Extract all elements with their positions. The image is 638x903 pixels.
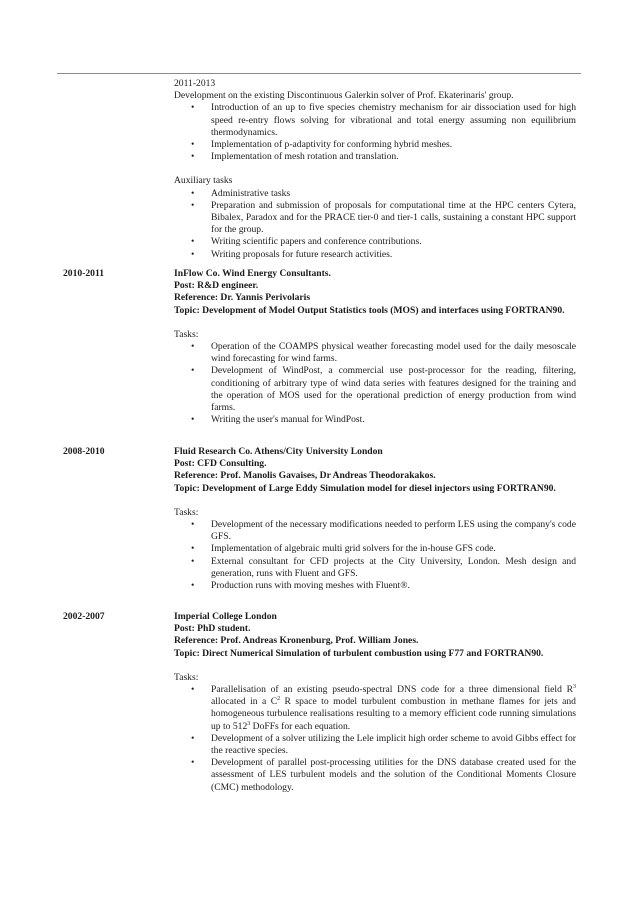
list-item: • Development of WindPost, a commercial use post-processor for the reading, filtering, conditioning of arbitrary type of wind data series with features designed for the training and the operation of MOS used for the operational prediction of energy production from wind farms. — [191, 365, 576, 414]
intro-description: Development on the existing Discontinuous Galerkin solver of Prof. Ekaterinaris' group. — [174, 90, 514, 102]
tasks-list — [174, 519, 576, 592]
auxiliary-label: Auxiliary tasks — [174, 175, 233, 187]
list-item: • Development of parallel post-processing utilities for the DNS database created used for the assessment of LES turbulent models and the solution of the Conditional Moments Closure (CMC) methodology. — [191, 757, 576, 793]
period: 2011-2013 — [174, 78, 216, 89]
bullet-icon: • — [191, 187, 195, 199]
job-company: Imperial College London — [174, 611, 277, 622]
bullet-icon: • — [191, 139, 195, 151]
job-company: InFlow Co. Wind Energy Consultants. — [174, 268, 331, 279]
bullet-icon: • — [191, 151, 195, 163]
bullet-icon: • — [191, 543, 195, 555]
bullet-icon: • — [191, 580, 195, 592]
list-item: • External consultant for CFD projects at the City University, London. Mesh design and generation, runs with Fluent and GFS. — [191, 555, 576, 579]
bullet-icon: • — [191, 199, 195, 211]
job-reference: Reference: Prof. Manolis Gavaises, Dr Andreas Theodorakakos. — [174, 470, 436, 482]
list-item: • Writing proposals for future research activities. — [191, 248, 393, 260]
bullet-icon: • — [191, 236, 195, 248]
bullet-icon: • — [191, 414, 195, 426]
list-item: • Implementation of mesh rotation and translation. — [191, 151, 399, 163]
list-item: • Writing scientific papers and conference contributions. — [191, 236, 422, 248]
list-item: • Administrative tasks — [191, 187, 291, 199]
job-topic: Topic: Development of Large Eddy Simulation model for diesel injectors using FORTRAN90. — [174, 482, 556, 494]
list-item: • Implementation of p-adaptivity for conforming hybrid meshes. — [191, 139, 453, 151]
auxiliary-list — [174, 188, 576, 261]
job-reference: Reference: Prof. Andreas Kronenburg, Prof. William Jones. — [174, 635, 419, 647]
list-item: • Development of the necessary modifications needed to perform LES using the company's code GFS. — [191, 519, 576, 543]
intro-list — [174, 102, 576, 163]
bullet-icon: • — [191, 102, 195, 114]
job-years: 2002-2007 — [63, 611, 105, 622]
bullet-icon: • — [191, 519, 195, 531]
list-item: • Parallelisation of an existing pseudo-spectral DNS code for a three dimensional field $R^3$ allocated in a $C^2$ R space to model turbulent combustion in methane flames for jets and homogeneous turbulence realisations resulting to a memory efficient code running simulations up to $512^3$ DoFFs for each equation. — [191, 684, 576, 732]
tasks-label: Tasks: — [174, 671, 199, 683]
tasks-list — [174, 341, 576, 426]
list-item: • Writing the user's manual for WindPost. — [191, 414, 365, 426]
job-years: 2010-2011 — [63, 268, 105, 279]
job-topic: Topic: Direct Numerical Simulation of turbulent combustion using F77 and FORTRAN90. — [174, 647, 544, 659]
superscript: 3 — [573, 684, 576, 691]
list-item: • Implementation of algebraic multi grid solvers for the in-house GFS code. — [191, 543, 496, 555]
bullet-icon: • — [191, 248, 195, 260]
list-item: • Introduction of an up to five species chemistry mechanism for air dissociation used for high speed re-entry flows solving for vibrational and total energy assuming non equilibrium thermodynamics. — [191, 102, 576, 138]
list-item: • Development of a solver utilizing the Lele implicit high order scheme to avoid Gibbs effect for the reactive species. — [191, 732, 576, 757]
bullet-icon: • — [191, 732, 195, 744]
tasks-label: Tasks: — [174, 506, 199, 518]
intro-content — [174, 78, 576, 261]
top-rule — [57, 73, 581, 74]
job-reference: Reference: Dr. Yannis Perivolaris — [174, 292, 311, 304]
list-item: • Production runs with moving meshes with Fluent®. — [191, 580, 410, 592]
job-post: Post: CFD Consulting. — [174, 458, 267, 470]
job-years: 2008-2010 — [63, 446, 105, 457]
job-topic: Topic: Development of Model Output Statistics tools (MOS) and interfaces using FORTRAN90. — [174, 304, 565, 316]
superscript: 3 — [247, 720, 251, 727]
job-content — [174, 446, 576, 592]
bullet-icon: • — [191, 555, 195, 567]
job-company: Fluid Research Co. Athens/City University London — [174, 446, 383, 457]
job-content — [174, 611, 576, 794]
job-post: Post: PhD student. — [174, 623, 251, 635]
bullet-icon: • — [191, 341, 195, 353]
superscript: 2 — [277, 696, 281, 703]
list-item: • Operation of the COAMPS physical weather forecasting model used for the daily mesoscale wind forecasting for wind farms. — [191, 341, 576, 365]
job-post: Post: R&D engineer. — [174, 280, 259, 292]
tasks-list — [174, 684, 576, 794]
tasks-label: Tasks: — [174, 328, 199, 340]
list-item: • Preparation and submission of proposals for computational time at the HPC centers Cytera, Bibalex, Paradox and for the PRACE tier-0 and tier-1 calls, sustaining a constant HPC support for the group. — [191, 199, 576, 236]
bullet-icon: • — [191, 365, 195, 377]
job-content — [174, 268, 576, 426]
bullet-icon: • — [191, 684, 195, 696]
bullet-icon: • — [191, 757, 195, 769]
